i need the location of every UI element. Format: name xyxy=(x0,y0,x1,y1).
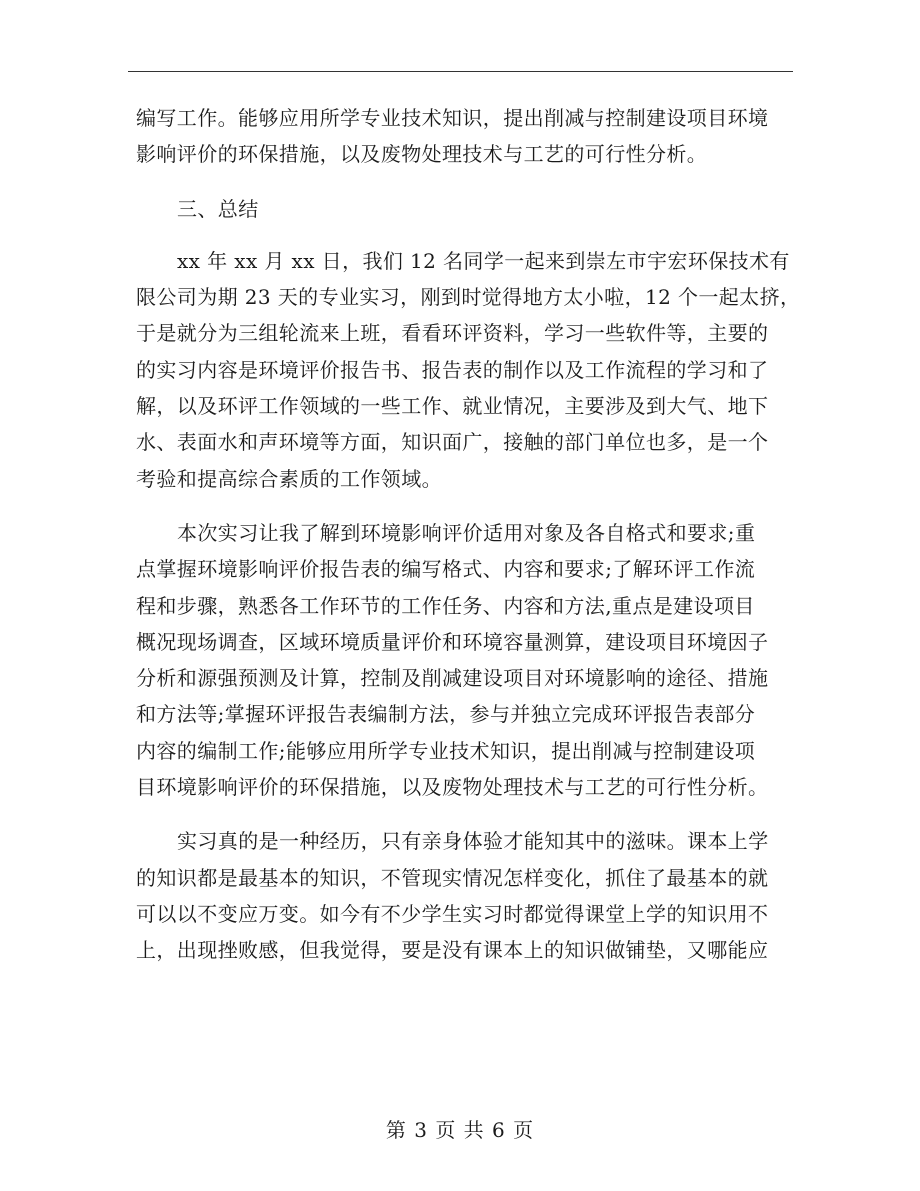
text-line: 概况现场调查，区域环境质量评价和环境容量测算，建设项目环境因子 xyxy=(136,629,769,654)
text-line: 于是就分为三组轮流来上班，看看环评资料，学习一些软件等，主要的 xyxy=(136,321,769,346)
paragraph-learning xyxy=(136,515,796,805)
text-line: 影响评价的环保措施，以及废物处理技术与工艺的可行性分析。 xyxy=(136,142,708,167)
text-line: 内容的编制工作;能够应用所学专业技术知识，提出削减与控制建设项 xyxy=(136,738,756,763)
page-number-footer: 第 3 页 共 6 页 xyxy=(385,1118,535,1142)
text-line: 点掌握环境影响评价报告表的编写格式、内容和要求;了解环评工作流 xyxy=(136,557,756,582)
text-line: 的实习内容是环境评价报告书、报告表的制作以及工作流程的学习和了 xyxy=(136,357,769,382)
paragraph-summary-intro xyxy=(136,243,801,497)
text-line: 的知识都是最基本的知识，不管现实情况怎样变化，抓住了最基本的就 xyxy=(136,865,769,890)
text-line: 解，以及环评工作领域的一些工作、就业情况，主要涉及到大气、地下 xyxy=(136,394,769,419)
text-line: 本次实习让我了解到环境影响评价适用对象及各自格式和要求;重 xyxy=(177,520,756,545)
paragraph-experience xyxy=(136,823,796,968)
text-line: 限公司为期 23 天的专业实习，刚到时觉得地方太小啦，12 个一起太挤， xyxy=(136,285,801,310)
text-line: 分析和源强预测及计算，控制及削减建设项目对环境影响的途径、措施 xyxy=(136,666,769,691)
text-line: 上，出现挫败感，但我觉得，要是没有课本上的知识做铺垫，又哪能应 xyxy=(136,938,769,963)
text-line: 目环境影响评价的环保措施，以及废物处理技术与工艺的可行性分析。 xyxy=(136,775,769,800)
top-paragraph xyxy=(136,100,796,173)
text-line: 可以以不变应万变。如今有不少学生实习时都觉得课堂上学的知识用不 xyxy=(136,901,769,926)
text-line: 和方法等;掌握环评报告表编制方法，参与并独立完成环评报告表部分 xyxy=(136,702,756,727)
section-heading: 三、总结 xyxy=(177,196,259,221)
text-line: 实习真的是一种经历，只有亲身体验才能知其中的滋味。课本上学 xyxy=(177,829,769,854)
text-line: xx 年 xx 月 xx 日，我们 12 名同学一起来到崇左市宇宏环保技术有 xyxy=(177,248,790,273)
page-content xyxy=(136,100,801,969)
text-line: 编写工作。能够应用所学专业技术知识，提出削减与控制建设项目环境 xyxy=(136,106,769,130)
text-line: 程和步骤，熟悉各工作环节的工作任务、内容和方法,重点是建设项目 xyxy=(136,593,755,618)
text-line: 考验和提高综合素质的工作领域。 xyxy=(136,466,442,491)
header-rule xyxy=(128,71,793,72)
text-line: 水、表面水和声环境等方面，知识面广，接触的部门单位也多，是一个 xyxy=(136,430,769,455)
